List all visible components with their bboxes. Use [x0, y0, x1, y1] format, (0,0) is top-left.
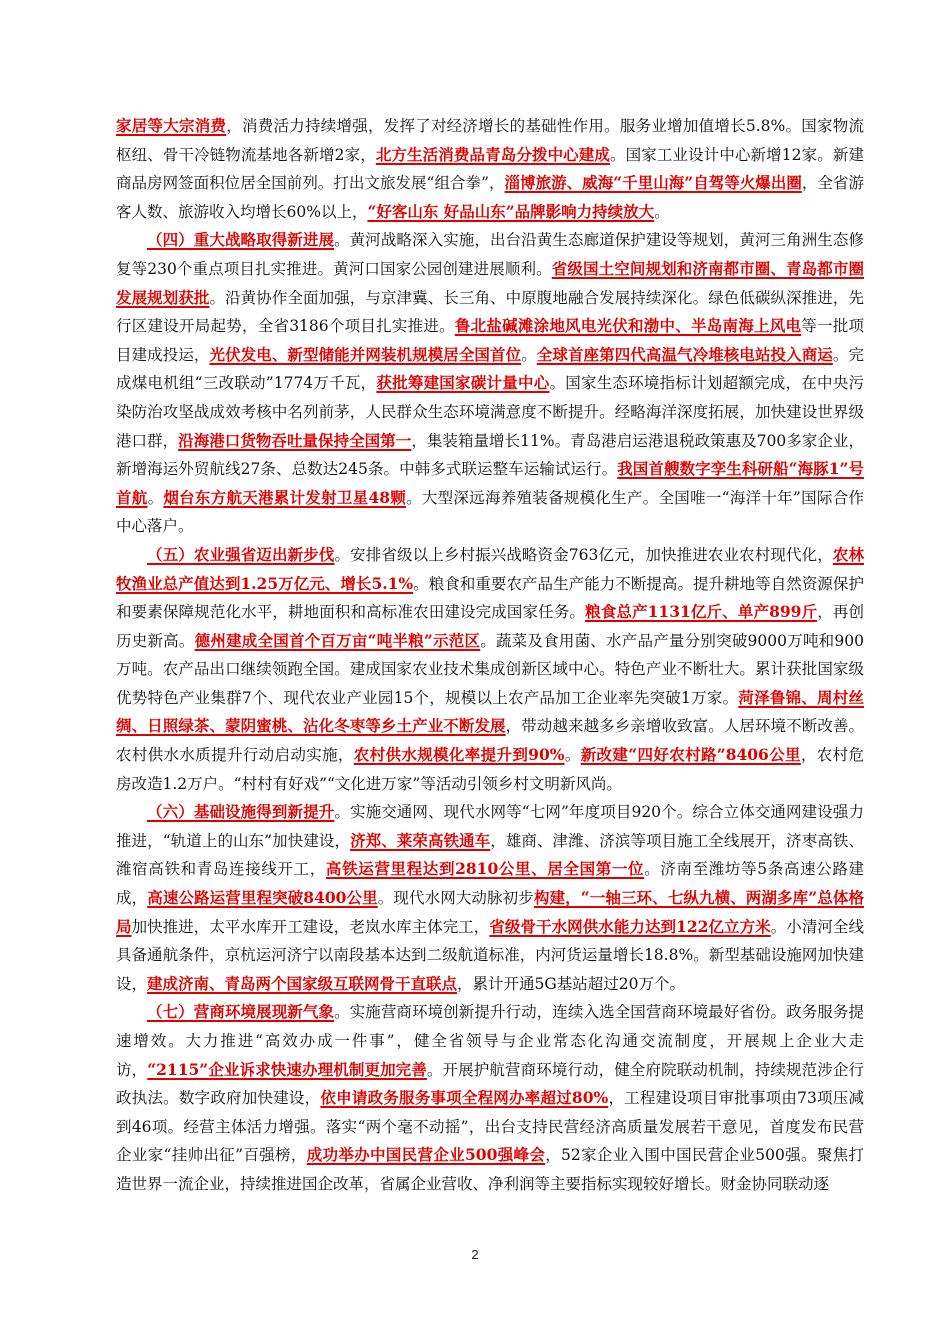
body-text: 。国家生态环境指标计划超额完成，在中央污染防治攻坚战成效考核中名列前茅，人民群众生态环境满意度不断提升。经略海洋深度拓展，加快建设世界级港口群， — [116, 374, 864, 450]
highlighted-text: 农林牧渔业总产值达到1.25万亿元、增长5.1% — [116, 544, 864, 593]
paragraph-major-strategy — [116, 226, 864, 541]
highlighted-text: 依申请政务服务事项全程网办率超过80% — [320, 1088, 609, 1108]
body-text: 。 — [521, 345, 537, 364]
highlighted-text: 省级骨干水网供水能力达到122亿立方米 — [489, 916, 771, 936]
body-text: ，带动越来越多乡亲增收致富。人居环境不断改善。农村供水水质提升行动启动实施， — [116, 717, 864, 765]
highlighted-text: （七）营商环境展现新气象 — [147, 1002, 335, 1022]
body-text: ，再创历史新高。 — [116, 603, 864, 650]
highlighted-text: 北方生活消费品青岛分拨中心建成 — [375, 144, 611, 164]
page-number: 2 — [471, 1247, 479, 1262]
body-text: 。 — [564, 746, 581, 765]
body-text: 加快推进，太平水库开工建设，老岚水库主体完工， — [131, 917, 490, 936]
highlighted-text: 成功举办中国民营企业500强峰会 — [306, 1145, 546, 1165]
highlighted-text: 省级国土空间规划和济南都市圈、青岛都市圈发展规划获批 — [116, 258, 864, 307]
highlighted-text: 粮食总产1131亿斤、单产899斤 — [585, 602, 818, 622]
highlighted-text: 菏泽鲁锦、周村丝绸、日照绿茶、蒙阴蜜桃、沾化冬枣等乡土产业不断发展 — [116, 687, 864, 736]
document-body — [116, 112, 864, 1199]
body-text: ，消费活力持续增强，发挥了对经济增长的基础性作用。服务业增加值增长5.8%。国家物流枢纽、骨干冷链物流基地各新增2家， — [116, 117, 864, 164]
body-text: 。安排省级以上乡村振兴战略资金763亿元，加快推进农业农村现代化， — [334, 545, 833, 564]
body-text: 。粮食和重要农产品生产能力不断提高。提升耕地等自然资源保护和要素保障规范化水平，耕地面积和高标准农田建设完成国家任务。 — [116, 574, 864, 622]
body-text: 。大型深远海养殖装备规模化生产。全国唯一“海洋十年”国际合作中心落户。 — [116, 488, 864, 536]
highlighted-text: 农村供水规模化率提升到90% — [353, 745, 565, 765]
body-text: ，集装箱量增长11%。青岛港启运港退税政策惠及700多家企业，新增海运外贸航线27条、总数达245条。中韩多式联运整车运输试运行。 — [116, 431, 864, 479]
highlighted-text: 济郑、莱荣高铁通车 — [350, 830, 491, 850]
body-text: 。现代水网大动脉初步 — [377, 889, 534, 908]
body-text: ，雄商、津潍、济滨等项目施工全线展开，济枣高铁、潍宿高铁和青岛连接线开工， — [116, 831, 864, 879]
highlighted-text: 烟台东方航天港累计发射卫星48颗 — [163, 487, 407, 507]
paragraph-agriculture — [116, 541, 864, 798]
body-text: ，全省游客人数、旅游收入均增长60%以上， — [116, 174, 864, 221]
highlighted-text: 光伏发电、新型储能并网装机规模居全国首位 — [209, 344, 522, 364]
highlighted-text: 家居等大宗消费 — [116, 116, 227, 135]
paragraph-infrastructure — [116, 798, 864, 998]
highlighted-text: 全球首座第四代高温气冷堆核电站投入商运 — [536, 344, 833, 364]
highlighted-text: 德州建成全国首个百万亩“吨半粮”示范区 — [194, 630, 481, 650]
body-text: 。 — [654, 202, 670, 221]
highlighted-text: 沿海港口货物吞吐量保持全国第一 — [178, 430, 412, 450]
highlighted-text: 建成济南、青岛两个国家级互联网骨干直联点 — [147, 973, 458, 993]
highlighted-text: （五）农业强省迈出新步伐 — [147, 544, 335, 564]
highlighted-text: “好客山东 好品山东”品牌影响力持续放大 — [367, 201, 655, 221]
highlighted-text: 高铁运营里程达到2810公里、居全国第一位 — [325, 859, 645, 879]
highlighted-text: 新改建“四好农村路”8406公里 — [580, 745, 801, 765]
highlighted-text: 构建，“一轴三环、七纵九横、两湖多库”总体格局 — [116, 888, 864, 936]
body-text: 。实施营商环境创新提升行动，连续入选全国营商环境最好省份。政务服务提速增效。大力推进“高效办成一件事”，健全省领导与企业常态化沟通交流制度，开展规上企业大走访， — [116, 1003, 864, 1079]
highlighted-text: （四）重大战略取得新进展 — [147, 230, 335, 250]
highlighted-text: 获批筹建国家碳计量中心 — [376, 373, 550, 393]
highlighted-text: 高速公路运营里程突破8400公里 — [147, 888, 378, 908]
body-text: 等一批项目建成投运， — [116, 317, 864, 364]
highlighted-text: 鲁北盐碱滩涂地风电光伏和渤中、半岛南海上风电 — [454, 316, 802, 336]
body-text: 。国家工业设计中心新增12家。新建商品房网签面积位居全国前列。打出文旅发展“组合拳”， — [116, 145, 864, 193]
body-text: 。济南至潍坊等5条高速公路建成， — [116, 860, 864, 908]
body-text: 。开展护航营商环境行动，健全府院联动机制，持续规范涉企行政执法。数字政府加快建设， — [116, 1060, 864, 1108]
body-text: 。完成煤电机组“三改联动”1774万千瓦， — [116, 345, 864, 393]
highlighted-text: 我国首艘数字孪生科研船“海豚1”号首航 — [116, 459, 864, 507]
paragraph-business-environment — [116, 998, 864, 1198]
body-text: ，农村危房改造1.2万户。“村村有好戏”“文化进万家”等活动引领乡村文明新风尚。 — [116, 746, 864, 793]
highlighted-text: （六）基础设施得到新提升 — [147, 802, 335, 822]
body-text: ，52家企业入围中国民营企业500强。聚焦打造世界一流企业，持续推进国企改革，省属企业营收、净利润等主要指标实现较好增长。财金协同联动逐 — [116, 1146, 865, 1193]
body-text: 。沿黄协作全面加强，与京津冀、长三角、中原腹地融合发展持续深化。绿色低碳纵深推进，先行区建设开局起势，全省3186个项目扎实推进。 — [116, 288, 864, 336]
paragraph-consumption — [116, 112, 864, 226]
body-text: 。黄河战略深入实施，出台沿黄生态廊道保护建设等规划，黄河三角洲生态修复等230个重点项目扎实推进。黄河口国家公园创建进展顺利。 — [116, 231, 864, 278]
body-text: ，工程建设项目审批事项由73项压减到46项。经营主体活力增强。落实“两个毫不动摇”，出台支持民营经济高质量发展若干意见，首度发布民营企业家“挂帅出征”百强榜， — [116, 1089, 864, 1165]
body-text: 。蔬菜及食用菌、水产品产量分别突破9000万吨和900万吨。农产品出口继续领跑全国。建成国家农业技术集成创新区域中心。特色产业不断壮大。累计获批国家级优势特色产业集群7个、现代农业产业园15个，规模以上农产品加工企业率先突破1万家。 — [116, 631, 864, 707]
body-text: 。实施交通网、现代水网等“七网”年度项目920个。综合立体交通网建设强力推进，“轨道上的山东”加快建设， — [116, 803, 864, 850]
body-text: ，累计开通5G基站超过20万个。 — [457, 974, 685, 993]
highlighted-text: “2115”企业诉求快速办理机制更加完善 — [147, 1059, 427, 1079]
body-text: 。小清河全线具备通航条件，京杭运河济宁以南段基本达到二级航道标准，内河货运量增长18.8%。新型基础设施网加快建设， — [116, 917, 864, 993]
body-text: 。 — [147, 488, 164, 507]
highlighted-text: 淄博旅游、威海“千里山海”自驾等火爆出圈 — [504, 173, 802, 193]
